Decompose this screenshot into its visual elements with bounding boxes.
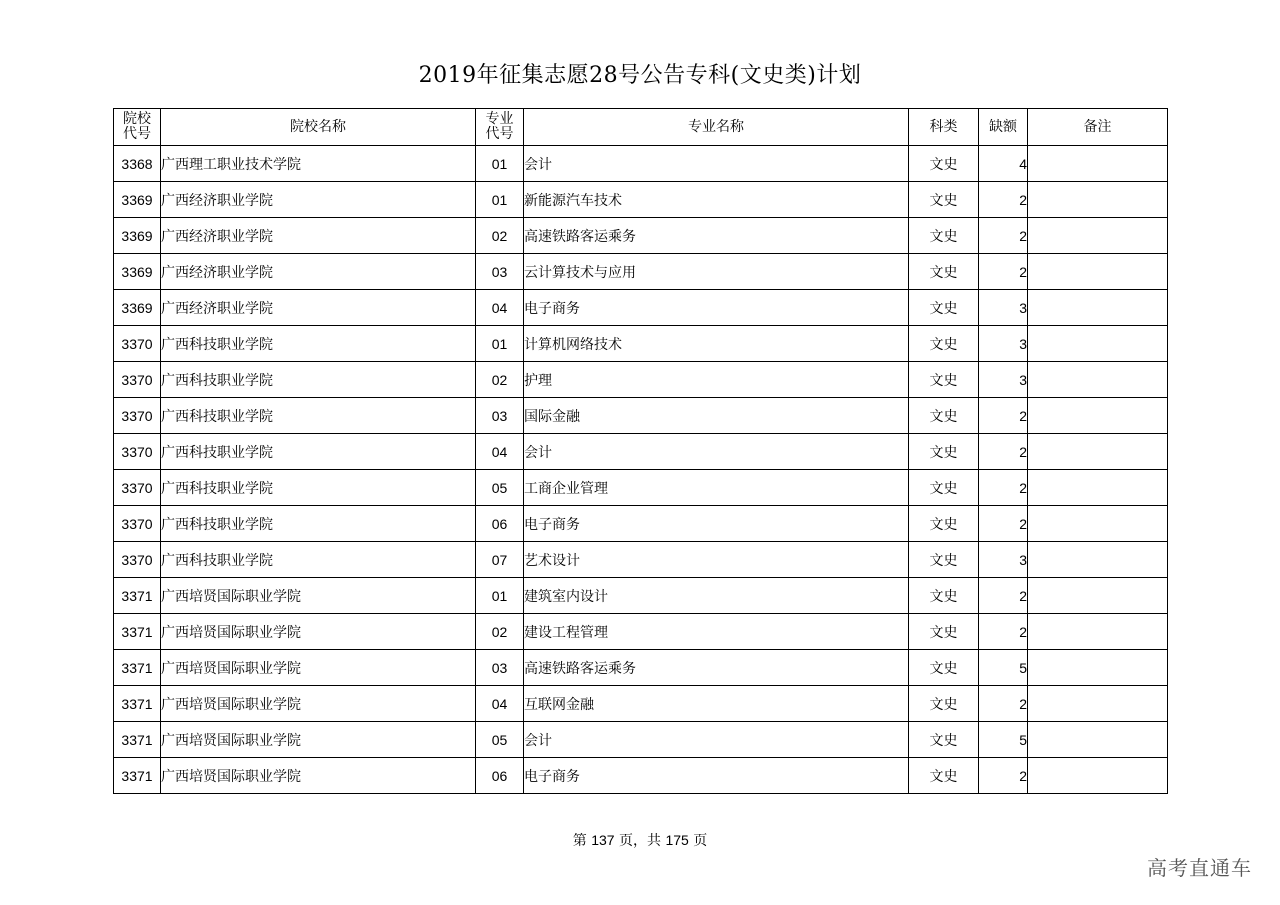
- table-row: [114, 686, 1168, 722]
- cell-note: [1028, 326, 1168, 362]
- cell-quota: 2: [979, 578, 1028, 614]
- cell-category: 文史: [909, 542, 979, 578]
- cell-school-name: 广西培贤国际职业学院: [161, 614, 476, 650]
- cell-school-name: 广西经济职业学院: [161, 290, 476, 326]
- cell-major-code: 04: [476, 434, 524, 470]
- table-row: [114, 146, 1168, 182]
- cell-major-name: 电子商务: [524, 290, 909, 326]
- footer-page-number: 137: [591, 832, 615, 848]
- cell-school-code: 3370: [114, 398, 161, 434]
- table-row: [114, 506, 1168, 542]
- header-school-name: 院校名称: [161, 109, 476, 146]
- cell-note: [1028, 650, 1168, 686]
- cell-note: [1028, 218, 1168, 254]
- cell-note: [1028, 758, 1168, 794]
- footer-total-pages: 175: [665, 832, 689, 848]
- cell-major-code: 01: [476, 182, 524, 218]
- cell-school-code: 3369: [114, 218, 161, 254]
- cell-quota: 2: [979, 614, 1028, 650]
- cell-school-code: 3368: [114, 146, 161, 182]
- cell-school-code: 3369: [114, 290, 161, 326]
- cell-school-code: 3369: [114, 254, 161, 290]
- cell-school-code: 3370: [114, 470, 161, 506]
- cell-major-name: 护理: [524, 362, 909, 398]
- cell-quota: 5: [979, 650, 1028, 686]
- table-row: [114, 722, 1168, 758]
- plan-table: [113, 108, 1168, 794]
- table-body: [114, 146, 1168, 794]
- cell-major-code: 02: [476, 614, 524, 650]
- cell-major-code: 01: [476, 578, 524, 614]
- cell-major-name: 高速铁路客运乘务: [524, 218, 909, 254]
- cell-note: [1028, 578, 1168, 614]
- cell-school-name: 广西科技职业学院: [161, 362, 476, 398]
- cell-major-name: 高速铁路客运乘务: [524, 650, 909, 686]
- footer-prefix: 第: [572, 833, 587, 849]
- cell-major-code: 01: [476, 326, 524, 362]
- cell-quota: 4: [979, 146, 1028, 182]
- cell-category: 文史: [909, 326, 979, 362]
- cell-note: [1028, 470, 1168, 506]
- cell-major-name: 会计: [524, 722, 909, 758]
- cell-major-name: 艺术设计: [524, 542, 909, 578]
- cell-note: [1028, 686, 1168, 722]
- cell-school-code: 3371: [114, 722, 161, 758]
- cell-major-name: 计算机网络技术: [524, 326, 909, 362]
- table-row: [114, 434, 1168, 470]
- cell-school-name: 广西培贤国际职业学院: [161, 578, 476, 614]
- cell-quota: 2: [979, 506, 1028, 542]
- cell-school-name: 广西培贤国际职业学院: [161, 758, 476, 794]
- page-title: 2019年征集志愿28号公告专科(文史类)计划: [418, 63, 862, 88]
- cell-category: 文史: [909, 506, 979, 542]
- cell-major-code: 03: [476, 254, 524, 290]
- table-row: [114, 182, 1168, 218]
- cell-major-code: 01: [476, 146, 524, 182]
- cell-quota: 2: [979, 470, 1028, 506]
- cell-quota: 2: [979, 182, 1028, 218]
- table-row: [114, 578, 1168, 614]
- cell-category: 文史: [909, 398, 979, 434]
- cell-school-code: 3371: [114, 686, 161, 722]
- cell-major-code: 02: [476, 362, 524, 398]
- cell-major-name: 建设工程管理: [524, 614, 909, 650]
- table-row: [114, 326, 1168, 362]
- cell-school-name: 广西科技职业学院: [161, 434, 476, 470]
- cell-school-name: 广西经济职业学院: [161, 182, 476, 218]
- cell-school-name: 广西培贤国际职业学院: [161, 650, 476, 686]
- cell-school-code: 3371: [114, 650, 161, 686]
- cell-school-name: 广西科技职业学院: [161, 326, 476, 362]
- cell-category: 文史: [909, 146, 979, 182]
- header-major-name: 专业名称: [524, 109, 909, 146]
- cell-category: 文史: [909, 614, 979, 650]
- cell-major-name: 电子商务: [524, 506, 909, 542]
- cell-quota: 3: [979, 362, 1028, 398]
- header-note: 备注: [1028, 109, 1168, 146]
- cell-quota: 3: [979, 326, 1028, 362]
- cell-major-code: 07: [476, 542, 524, 578]
- cell-category: 文史: [909, 758, 979, 794]
- header-major-code: [476, 109, 524, 146]
- cell-category: 文史: [909, 578, 979, 614]
- cell-note: [1028, 182, 1168, 218]
- cell-school-code: 3370: [114, 506, 161, 542]
- cell-category: 文史: [909, 434, 979, 470]
- cell-note: [1028, 722, 1168, 758]
- cell-category: 文史: [909, 686, 979, 722]
- header-school-code: [114, 109, 161, 146]
- page-footer: [0, 830, 1280, 850]
- cell-note: [1028, 362, 1168, 398]
- cell-school-code: 3371: [114, 578, 161, 614]
- cell-major-code: 06: [476, 506, 524, 542]
- cell-quota: 2: [979, 434, 1028, 470]
- cell-category: 文史: [909, 722, 979, 758]
- cell-school-name: 广西科技职业学院: [161, 470, 476, 506]
- table-row: [114, 542, 1168, 578]
- cell-school-name: 广西科技职业学院: [161, 398, 476, 434]
- cell-quota: 2: [979, 686, 1028, 722]
- cell-note: [1028, 614, 1168, 650]
- header-school-code-label: 院校代号: [122, 111, 151, 142]
- table-row: [114, 650, 1168, 686]
- cell-quota: 3: [979, 542, 1028, 578]
- cell-school-name: 广西理工职业技术学院: [161, 146, 476, 182]
- cell-school-code: 3371: [114, 614, 161, 650]
- cell-major-code: 04: [476, 290, 524, 326]
- cell-note: [1028, 506, 1168, 542]
- cell-school-code: 3369: [114, 182, 161, 218]
- cell-school-code: 3370: [114, 434, 161, 470]
- watermark: 高考直通车: [1147, 856, 1252, 880]
- header-major-code-label: 专业代号: [485, 111, 514, 142]
- table-row: [114, 254, 1168, 290]
- cell-major-name: 互联网金融: [524, 686, 909, 722]
- cell-quota: 2: [979, 218, 1028, 254]
- cell-note: [1028, 146, 1168, 182]
- cell-major-name: 会计: [524, 434, 909, 470]
- cell-major-name: 工商企业管理: [524, 470, 909, 506]
- cell-quota: 2: [979, 758, 1028, 794]
- footer-suffix: 页: [693, 833, 708, 849]
- cell-major-name: 国际金融: [524, 398, 909, 434]
- cell-school-name: 广西科技职业学院: [161, 542, 476, 578]
- cell-school-code: 3370: [114, 362, 161, 398]
- cell-quota: 3: [979, 290, 1028, 326]
- cell-category: 文史: [909, 362, 979, 398]
- table-row: [114, 290, 1168, 326]
- cell-major-code: 03: [476, 398, 524, 434]
- cell-major-name: 建筑室内设计: [524, 578, 909, 614]
- cell-major-code: 02: [476, 218, 524, 254]
- cell-major-code: 05: [476, 722, 524, 758]
- table-header-row: [114, 109, 1168, 146]
- cell-category: 文史: [909, 650, 979, 686]
- table-row: [114, 218, 1168, 254]
- cell-note: [1028, 434, 1168, 470]
- cell-quota: 5: [979, 722, 1028, 758]
- cell-major-name: 电子商务: [524, 758, 909, 794]
- cell-category: 文史: [909, 290, 979, 326]
- cell-school-name: 广西经济职业学院: [161, 218, 476, 254]
- cell-quota: 2: [979, 398, 1028, 434]
- cell-category: 文史: [909, 182, 979, 218]
- table-row: [114, 758, 1168, 794]
- cell-major-name: 会计: [524, 146, 909, 182]
- cell-school-name: 广西培贤国际职业学院: [161, 686, 476, 722]
- cell-major-code: 03: [476, 650, 524, 686]
- cell-school-code: 3370: [114, 542, 161, 578]
- cell-major-name: 云计算技术与应用: [524, 254, 909, 290]
- cell-major-code: 06: [476, 758, 524, 794]
- cell-school-name: 广西培贤国际职业学院: [161, 722, 476, 758]
- cell-school-code: 3371: [114, 758, 161, 794]
- cell-note: [1028, 398, 1168, 434]
- footer-middle: 页，共: [619, 833, 661, 849]
- cell-category: 文史: [909, 254, 979, 290]
- table-row: [114, 614, 1168, 650]
- cell-quota: 2: [979, 254, 1028, 290]
- cell-major-name: 新能源汽车技术: [524, 182, 909, 218]
- header-quota: 缺额: [979, 109, 1028, 146]
- table-row: [114, 398, 1168, 434]
- cell-category: 文史: [909, 218, 979, 254]
- cell-school-name: 广西科技职业学院: [161, 506, 476, 542]
- cell-major-code: 05: [476, 470, 524, 506]
- table-row: [114, 362, 1168, 398]
- header-category: 科类: [909, 109, 979, 146]
- table-row: [114, 470, 1168, 506]
- cell-major-code: 04: [476, 686, 524, 722]
- cell-school-name: 广西经济职业学院: [161, 254, 476, 290]
- cell-note: [1028, 254, 1168, 290]
- cell-school-code: 3370: [114, 326, 161, 362]
- cell-note: [1028, 290, 1168, 326]
- cell-category: 文史: [909, 470, 979, 506]
- cell-note: [1028, 542, 1168, 578]
